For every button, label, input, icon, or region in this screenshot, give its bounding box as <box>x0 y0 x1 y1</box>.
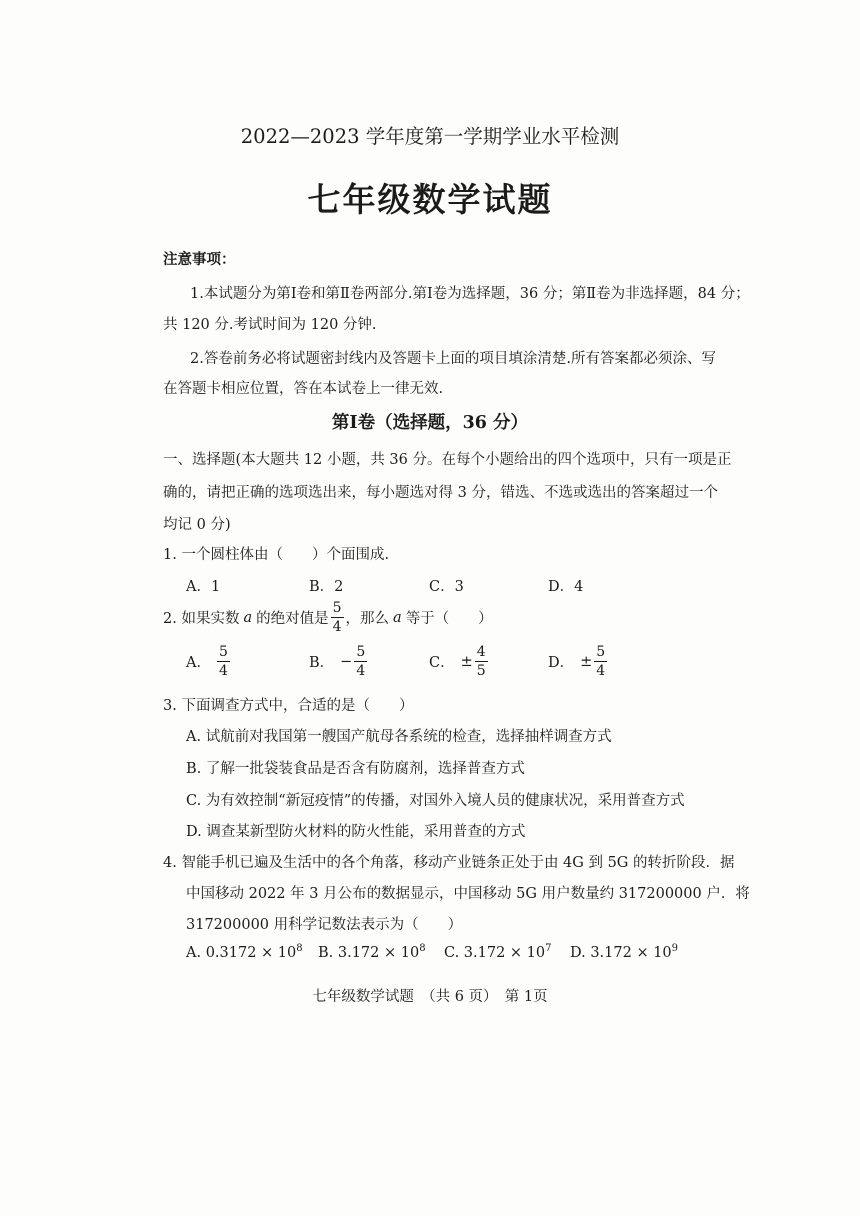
option-exponent: 8 <box>419 943 426 954</box>
question-4-option-d <box>570 943 678 961</box>
option-fraction <box>217 645 230 678</box>
option-denominator: 4 <box>356 663 366 679</box>
exam-year-heading: 2022—2023 学年度第一学期学业水平检测 <box>240 125 620 148</box>
question-2-stem <box>163 601 493 634</box>
notice-item-1-line-1: 1.本试题分为第Ⅰ卷和第Ⅱ卷两部分.第Ⅰ卷为选择题，36 分；第Ⅱ卷为非选择题，84 分； <box>190 286 750 302</box>
question-2-fraction-numerator: 5 <box>332 600 342 616</box>
section-intro-line-3: 均记 0 分) <box>163 517 231 533</box>
option-text: A. 0.3172 × 10 <box>186 944 297 961</box>
page-footer: 七年级数学试题 （共 6 页） 第 1页 <box>312 989 548 1005</box>
option-fraction <box>475 645 488 678</box>
question-2-stem-mid: 的绝对值是 <box>256 611 329 627</box>
question-4-option-c <box>444 943 552 961</box>
question-3-option-b: B. 了解一批袋装食品是否含有防腐剂，选择普查方式 <box>186 761 525 777</box>
question-2-stem-pre: 2. 如果实数 <box>163 611 240 627</box>
question-2-option-c <box>429 645 490 678</box>
question-4-option-b <box>318 943 426 961</box>
option-sign: − <box>340 653 353 670</box>
option-fraction <box>594 645 607 678</box>
option-label: D． <box>548 655 575 671</box>
question-3-option-d: D. 调查某新型防火材料的防火性能，采用普查的方式 <box>186 824 526 840</box>
option-numerator: 4 <box>476 644 486 660</box>
question-3-option-a: A. 试航前对我国第一艘国产航母各系统的检查，选择抽样调查方式 <box>186 729 612 745</box>
question-2-stem-mid2: ，那么 <box>345 611 390 627</box>
option-text: D. 3.172 × 10 <box>570 944 672 961</box>
question-4-line-3: 317200000 用科学记数法表示为（ ） <box>186 917 463 933</box>
question-2-stem-post: 等于（ ） <box>405 611 493 627</box>
option-denominator: 4 <box>218 663 228 679</box>
question-4-line-2: 中国移动 2022 年 3 月公布的数据显示，中国移动 5G 用户数量约 317200000 户．将 <box>186 886 750 902</box>
section-intro-line-2: 确的，请把正确的选项选出来，每小题选对得 3 分，错选、不选或选出的答案超过一个 <box>163 485 718 501</box>
notice-heading: 注意事项： <box>163 251 236 268</box>
question-3-option-c: C. 为有效控制“新冠疫情”的传播，对国外入境人员的健康状况，采用普查方式 <box>186 793 685 809</box>
option-exponent: 7 <box>545 943 552 954</box>
question-4-option-a <box>186 943 303 961</box>
question-1-option-b: B．2 <box>309 579 344 595</box>
question-1-stem: 1. 一个圆柱体由（ ）个面围成. <box>163 547 390 563</box>
question-2-option-b <box>309 645 369 678</box>
notice-item-2-line-1: 2.答卷前务必将试题密封线内及答题卡上面的项目填涂清楚.所有答案都必须涂、写 <box>190 351 716 367</box>
question-2-variable: a <box>243 609 253 626</box>
question-2-fraction-denominator: 4 <box>332 619 342 635</box>
option-numerator: 5 <box>356 644 366 660</box>
option-exponent: 9 <box>671 943 679 954</box>
option-denominator: 5 <box>476 663 486 679</box>
option-fraction <box>354 645 367 678</box>
question-4-line-1: 4. 智能手机已遍及生活中的各个角落，移动产业链条正处于由 4G 到 5G 的转折阶段．据 <box>163 855 735 871</box>
option-text: C. 3.172 × 10 <box>444 944 546 961</box>
option-text: B. 3.172 × 10 <box>318 944 420 961</box>
section-intro-line-1: 一、选择题(本大题共 12 小题，共 36 分。在每个小题给出的四个选项中，只有一项是正 <box>163 452 732 468</box>
question-1-option-d: D．4 <box>548 579 584 595</box>
question-1-option-c: C．3 <box>429 579 464 595</box>
option-label: C． <box>429 655 455 671</box>
option-exponent: 8 <box>296 943 303 954</box>
question-2-fraction <box>331 601 344 634</box>
option-numerator: 5 <box>218 644 228 660</box>
option-sign: ± <box>460 653 473 670</box>
notice-item-1-line-2: 共 120 分.考试时间为 120 分钟. <box>163 317 377 333</box>
question-1-option-a: A．1 <box>186 579 221 595</box>
part-1-title: 第Ⅰ卷（选择题，36 分） <box>331 413 529 433</box>
question-2-option-d <box>548 645 609 678</box>
exam-title: 七年级数学试题 <box>307 180 553 219</box>
option-sign: ± <box>580 653 593 670</box>
option-label: B． <box>309 655 335 671</box>
option-label: A． <box>186 655 211 671</box>
question-3-stem: 3. 下面调查方式中，合适的是（ ） <box>163 698 414 714</box>
notice-item-2-line-2: 在答题卡相应位置，答在本试卷上一律无效. <box>163 381 444 397</box>
question-2-variable-2: a <box>393 609 402 626</box>
option-denominator: 4 <box>596 663 606 679</box>
question-2-option-a <box>186 645 232 678</box>
option-numerator: 5 <box>596 644 606 660</box>
